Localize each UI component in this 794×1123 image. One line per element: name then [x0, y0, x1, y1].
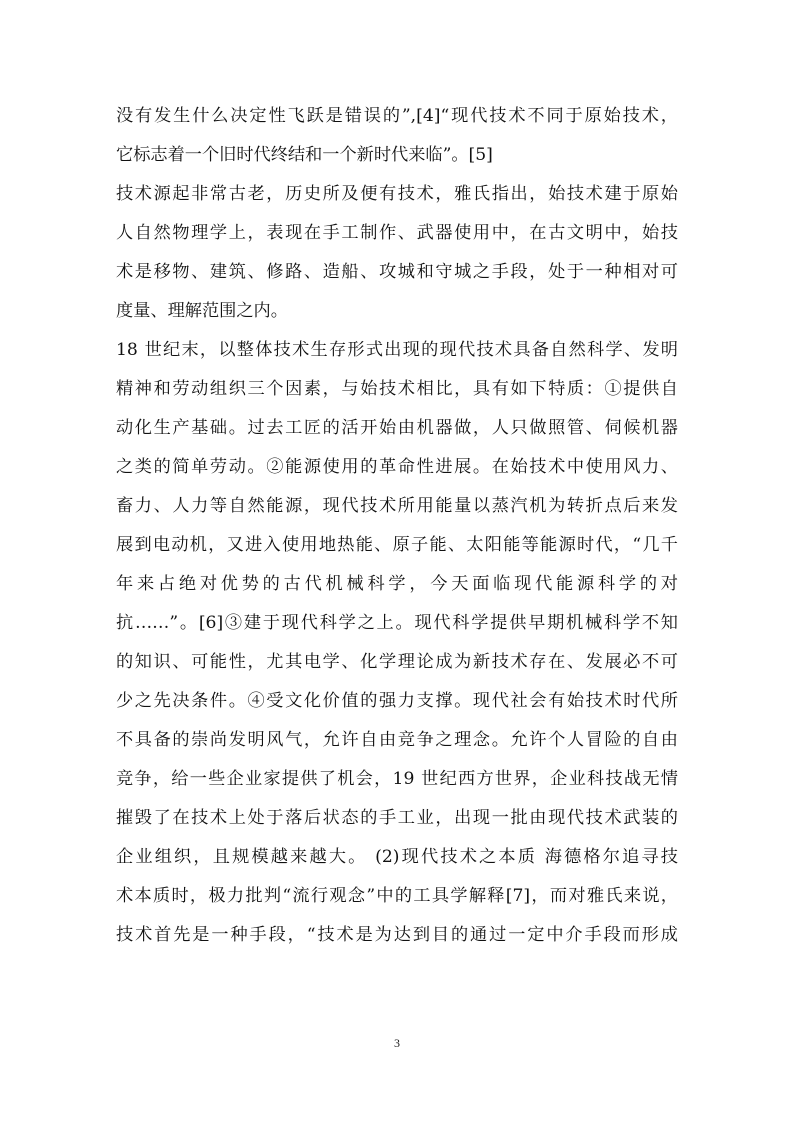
text-line: 18 世纪末，以整体技术生存形式出现的现代技术具备自然科学、发明 — [116, 340, 678, 360]
text-line: 摧毁了在技术上处于落后状态的手工业，出现一批由现代技术武装的 — [116, 808, 678, 828]
text-line: 展到电动机，又进入使用地热能、原子能、太阳能等能源时代，“几千 — [116, 535, 678, 555]
text-line: 精神和劳动组织三个因素，与始技术相比，具有如下特质：①提供自 — [116, 379, 678, 399]
text-line: 人自然物理学上，表现在手工制作、武器使用中，在古文明中，始技 — [116, 223, 678, 243]
text-line: 之类的简单劳动。②能源使用的革命性进展。在始技术中使用风力、 — [116, 457, 678, 477]
text-line: 企业组织，且规模越来越大。 (2)现代技术之本质 海德格尔追寻技 — [116, 847, 678, 867]
text-line: 它标志着一个旧时代终结和一个新时代来临”。[5] — [116, 145, 493, 165]
text-line: 技术源起非常古老，历史所及便有技术，雅氏指出，始技术建于原始 — [116, 184, 678, 204]
text-line: 度量、理解范围之内。 — [116, 301, 288, 321]
text-line: 不具备的崇尚发明风气，允许自由竞争之理念。允许个人冒险的自由 — [116, 730, 678, 750]
text-line: 动化生产基础。过去工匠的活开始由机器做，人只做照管、伺候机器 — [116, 418, 678, 438]
text-line: 术是移物、建筑、修路、造船、攻城和守城之手段，处于一种相对可 — [116, 262, 678, 282]
text-line: 年来占绝对优势的古代机械科学，今天面临现代能源科学的对 — [116, 574, 678, 594]
text-line: 的知识、可能性，尤其电学、化学理论成为新技术存在、发展必不可 — [116, 652, 678, 672]
text-line: 抗……”。[6]③建于现代科学之上。现代科学提供早期机械科学不知 — [116, 613, 678, 633]
text-line: 竞争，给一些企业家提供了机会，19 世纪西方世界，企业科技战无情 — [116, 769, 678, 789]
text-line: 术本质时，极力批判“流行观念”中的工具学解释[7]，而对雅氏来说， — [116, 886, 678, 906]
text-line: 技术首先是一种手段，“技术是为达到目的通过一定中介手段而形成 — [116, 925, 678, 945]
page-number: 3 — [394, 1036, 400, 1050]
body-text — [116, 97, 678, 955]
text-line: 畜力、人力等自然能源，现代技术所用能量以蒸汽机为转折点后来发 — [116, 496, 678, 516]
text-line: 少之先决条件。④受文化价值的强力支撑。现代社会有始技术时代所 — [116, 691, 678, 711]
text-line: 没有发生什么决定性飞跃是错误的”,[4]“现代技术不同于原始技术， — [116, 106, 678, 126]
